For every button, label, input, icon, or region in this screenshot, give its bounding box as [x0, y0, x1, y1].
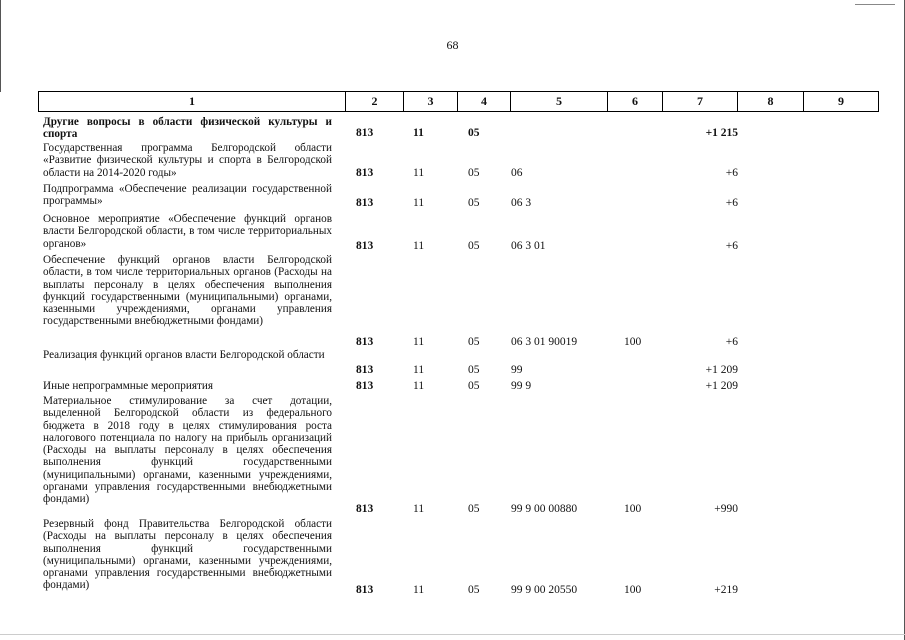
row-subsection-code: 05 [468, 336, 480, 348]
header-col-6: 6 [608, 92, 663, 112]
row-admin-code: 813 [356, 197, 374, 209]
header-col-4: 4 [458, 92, 511, 112]
header-col-1: 1 [39, 92, 346, 112]
row-description: Материальное стимулирование за счет дотации, выделенной Белгородской области из федерального бюджета в 2018 году в целях стимулирования роста налогового потенциала по налогу на прибыль организаций (Расходы на выплаты персоналу в целях обеспечения выполнения функций государственными (муниципальными) органами, казенными учреждениями, органами управления государственными внебюджетными фондами) [43, 395, 332, 506]
row-section-code: 11 [413, 240, 425, 252]
row-admin-code: 813 [356, 503, 374, 515]
row-section-code: 11 [413, 364, 425, 376]
row-description: Подпрограмма «Обеспечение реализации государственной программы» [43, 183, 332, 208]
row-amount: +6 [725, 336, 738, 348]
row-description: Основное мероприятие «Обеспечение функций органов власти Белгородской области, в том числе территориальных органов» [43, 213, 332, 250]
row-subsection-code: 05 [468, 364, 480, 376]
header-col-5: 5 [511, 92, 608, 112]
row-admin-code: 813 [356, 584, 374, 596]
row-description: Обеспечение функций органов власти Белгородской области, в том числе территориальных органов (Расходы на выплаты персоналу в целях обеспечения выполнения функций государственными (муниципальными) органами, казенными учреждениями, органами управления государственными внебюджетными фондами) [43, 254, 332, 328]
row-target-article: 99 9 [511, 380, 532, 392]
row-amount: +6 [725, 197, 738, 209]
row-target-article: 06 3 01 [511, 240, 546, 252]
page-number: 68 [446, 38, 459, 52]
header-col-3: 3 [404, 92, 458, 112]
row-amount: +1 215 [705, 127, 738, 139]
row-subsection-code: 05 [468, 197, 480, 209]
row-subsection-code: 05 [468, 167, 480, 179]
row-amount: +1 209 [705, 364, 738, 376]
row-subsection-code: 05 [468, 503, 480, 515]
scan-edge-top [855, 4, 895, 5]
row-subsection-code: 05 [468, 380, 480, 392]
row-description: Резервный фонд Правительства Белгородской области (Расходы на выплаты персоналу в целях обеспечения выполнения функций государственными (муниципальными) органами, казенными учреждениями, органами управления государственными внебюджетными фондами) [43, 518, 332, 592]
row-target-article: 99 [511, 364, 523, 376]
row-expense-type: 100 [624, 503, 642, 515]
row-expense-type: 100 [624, 584, 642, 596]
row-subsection-code: 05 [468, 127, 480, 139]
row-target-article: 06 3 01 90019 [511, 336, 578, 348]
header-col-9: 9 [804, 92, 879, 112]
row-section-code: 11 [413, 584, 425, 596]
row-admin-code: 813 [356, 380, 374, 392]
row-expense-type: 100 [624, 336, 642, 348]
row-section-code: 11 [413, 167, 425, 179]
row-target-article: 99 9 00 00880 [511, 503, 578, 515]
row-section-code: 11 [413, 127, 424, 139]
row-description: Другие вопросы в области физической культуры и спорта [43, 116, 332, 141]
column-header-table [38, 91, 879, 112]
row-subsection-code: 05 [468, 584, 480, 596]
header-col-7: 7 [663, 92, 738, 112]
row-amount: +6 [725, 167, 738, 179]
row-target-article: 06 3 [511, 197, 532, 209]
row-section-code: 11 [413, 336, 425, 348]
scan-edge-bottom [0, 634, 905, 635]
row-section-code: 11 [413, 197, 425, 209]
row-description: Иные непрограммные мероприятия [43, 380, 214, 392]
row-subsection-code: 05 [468, 240, 480, 252]
row-amount: +6 [725, 240, 738, 252]
row-description: Государственная программа Белгородской области «Развитие физической культуры и спорта в Белгородской области на 2014-2020 годы» [43, 142, 332, 179]
row-admin-code: 813 [356, 240, 374, 252]
row-section-code: 11 [413, 503, 425, 515]
row-admin-code: 813 [356, 336, 374, 348]
row-admin-code: 813 [356, 167, 374, 179]
header-col-8: 8 [738, 92, 804, 112]
row-section-code: 11 [413, 380, 425, 392]
row-description: Реализация функций органов власти Белгородской области [43, 349, 325, 361]
row-admin-code: 813 [356, 127, 374, 139]
row-amount: +219 [714, 584, 738, 596]
row-target-article: 99 9 00 20550 [511, 584, 578, 596]
row-target-article: 06 [511, 167, 523, 179]
row-amount: +990 [714, 503, 738, 515]
header-col-2: 2 [346, 92, 404, 112]
row-amount: +1 209 [705, 380, 738, 392]
row-admin-code: 813 [356, 364, 374, 376]
